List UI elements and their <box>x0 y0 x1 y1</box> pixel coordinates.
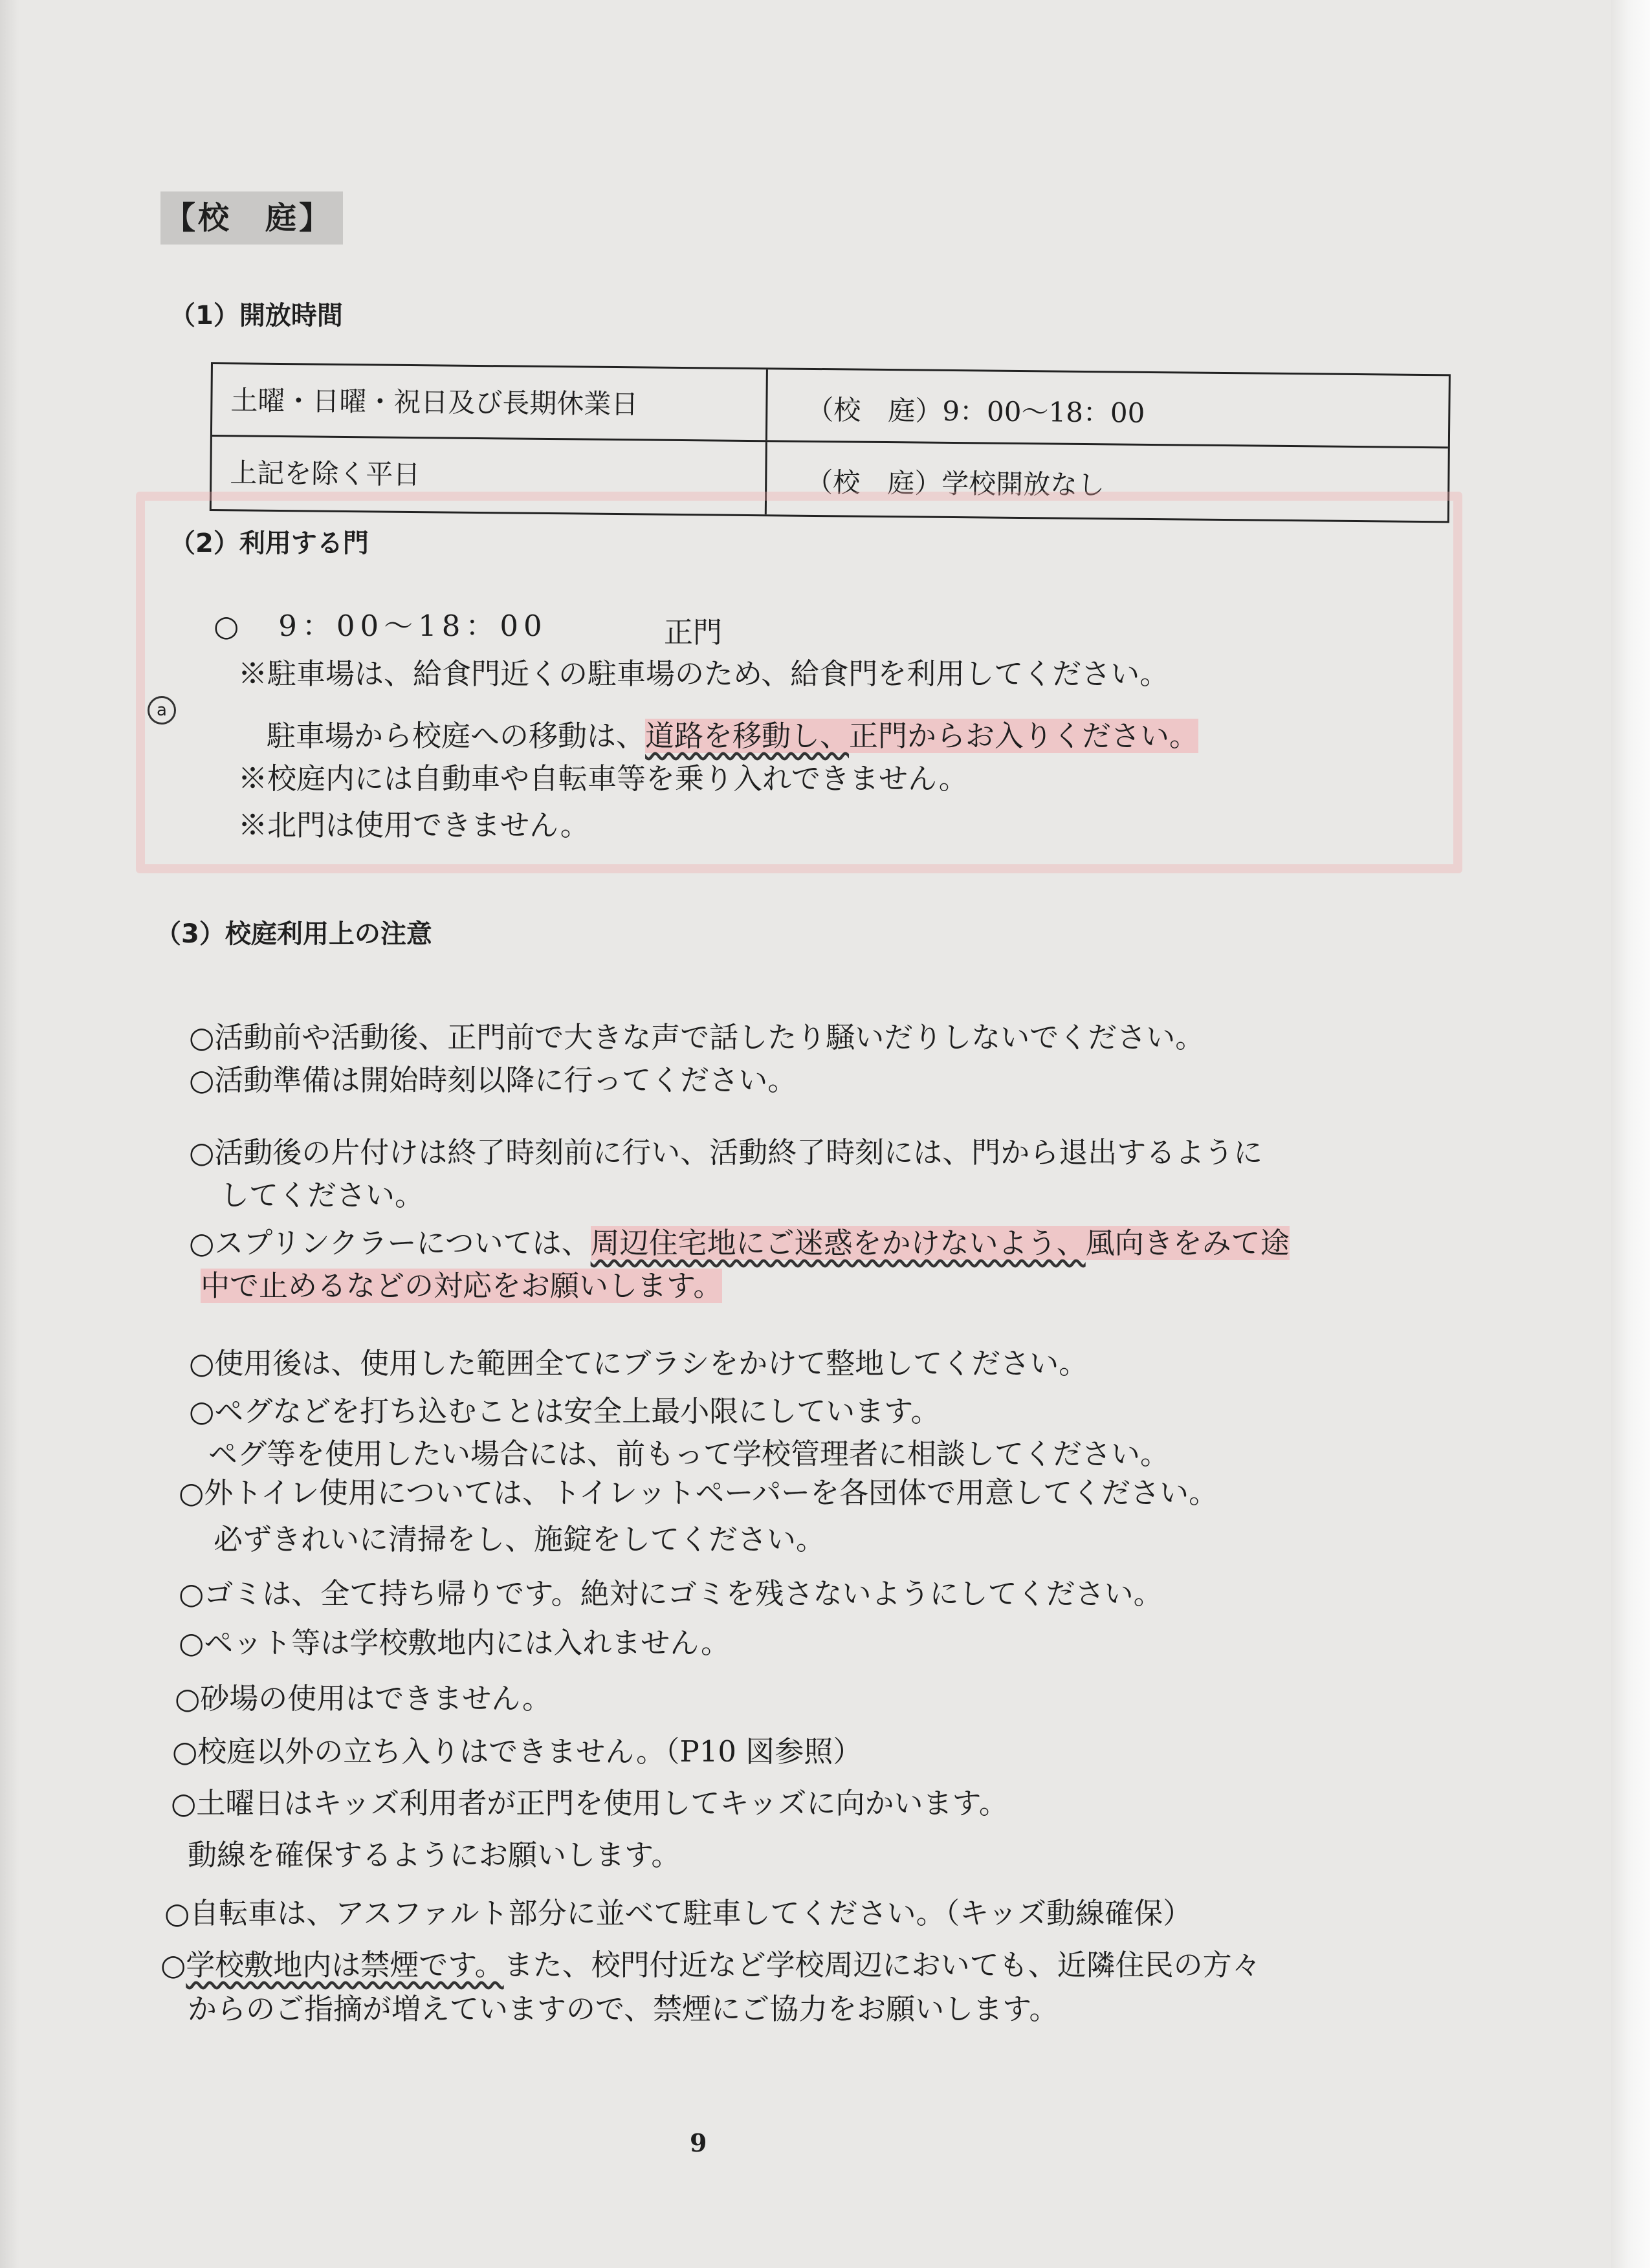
note-part: ○スプリンクラーについては、 <box>189 1226 591 1260</box>
note-item: ○活動前や活動後、正門前で大きな声で話したり騒いだりしないでください。 <box>189 1020 1205 1054</box>
note-item: ○外トイレ使用については、トイレットペーパーを各団体で用意してください。 <box>179 1476 1218 1510</box>
underlined-text: 学校敷地内は禁煙です。 <box>186 1948 504 1982</box>
note-item: ○ゴミは、全て持ち帰りです。絶対にゴミを残さないようにしてください。 <box>179 1576 1163 1611</box>
table-row <box>212 364 1449 448</box>
table-cell-hours: （校 庭）学校開放なし <box>806 466 1105 501</box>
scan-shadow-left <box>0 0 19 2268</box>
gate-note: ※北門は使用できません。 <box>238 808 589 842</box>
note-item: ○ペグなどを打ち込むことは安全上最小限にしています。 <box>189 1394 940 1428</box>
note-item: ○ペット等は学校敷地内には入れません。 <box>179 1626 730 1660</box>
heading-gate: （2）利用する門 <box>170 529 369 558</box>
note-item: ○校庭以外の立ち入りはできません。（P10 図参照） <box>172 1734 863 1769</box>
note-item <box>189 1224 1290 1263</box>
note-item: ○自転車は、アスファルト部分に並べて駐車してください。（キッズ動線確保） <box>164 1896 1193 1930</box>
highlighted-text <box>645 719 1198 753</box>
note-item: ○活動後の片付けは終了時刻前に行い、活動終了時刻には、門から退出するように <box>189 1135 1263 1170</box>
note-part: また、校門付近など学校周辺においても、近隣住民の方々 <box>503 1948 1261 1982</box>
note-item: してください。 <box>220 1178 424 1212</box>
section-title: 【校 庭】 <box>160 191 343 245</box>
gate-note-part: 正門からお入りください。 <box>849 719 1199 753</box>
heading-opening-hours: （1）開放時間 <box>170 301 343 331</box>
note-item: ○活動準備は開始時刻以降に行ってください。 <box>189 1063 797 1097</box>
table-cell-hours: （校 庭）9：00〜18：00 <box>806 393 1145 429</box>
gate-note-part: 駐車場から校庭への移動は、 <box>267 719 646 753</box>
underlined-text: 道路を移動し、 <box>645 719 850 753</box>
note-item: からのご指摘が増えていますので、禁煙にご協力をお願いします。 <box>188 1992 1059 2026</box>
note-part: ○ <box>160 1948 186 1982</box>
note-item: ○砂場の使用はできません。 <box>175 1681 551 1716</box>
table-cell-day: 上記を除く平日 <box>212 437 767 514</box>
gate-name: 正門 <box>664 615 723 649</box>
table-cell-day: 土曜・日曜・祝日及び長期休業日 <box>212 364 768 440</box>
page-number: 9 <box>690 2128 707 2157</box>
underlined-text: 周辺住宅地にご迷惑をかけないよう、 <box>590 1226 1086 1260</box>
heading-usage-notes: （3）校庭利用上の注意 <box>155 919 432 949</box>
note-item: 必ずきれいに清掃をし、施錠をしてください。 <box>214 1522 826 1556</box>
gate-note: ※駐車場は、給食門近くの駐車場のため、給食門を利用してください。 <box>238 657 1169 691</box>
highlighted-text: 風向きをみて途 <box>1085 1226 1290 1260</box>
highlighted-text: 中で止めるなどの対応をお願いします。 <box>201 1269 723 1303</box>
handwritten-mark: a <box>148 696 176 725</box>
page-edge-right <box>1611 0 1650 2268</box>
note-item <box>160 1946 1261 1985</box>
gate-note: ※校庭内には自動車や自転車等を乗り入れできません。 <box>238 761 968 796</box>
note-item: ○土曜日はキッズ利用者が正門を使用してキッズに向かいます。 <box>171 1786 1008 1820</box>
gate-note <box>267 717 1198 756</box>
note-item <box>201 1267 722 1305</box>
gate-time: ○ 9：00〜18：00 <box>214 609 547 643</box>
note-item: ペグ等を使用したい場合には、前もって学校管理者に相談してください。 <box>208 1437 1170 1471</box>
note-item: ○使用後は、使用した範囲全てにブラシをかけて整地してください。 <box>189 1346 1088 1380</box>
note-item: 動線を確保するようにお願いします。 <box>188 1838 681 1872</box>
